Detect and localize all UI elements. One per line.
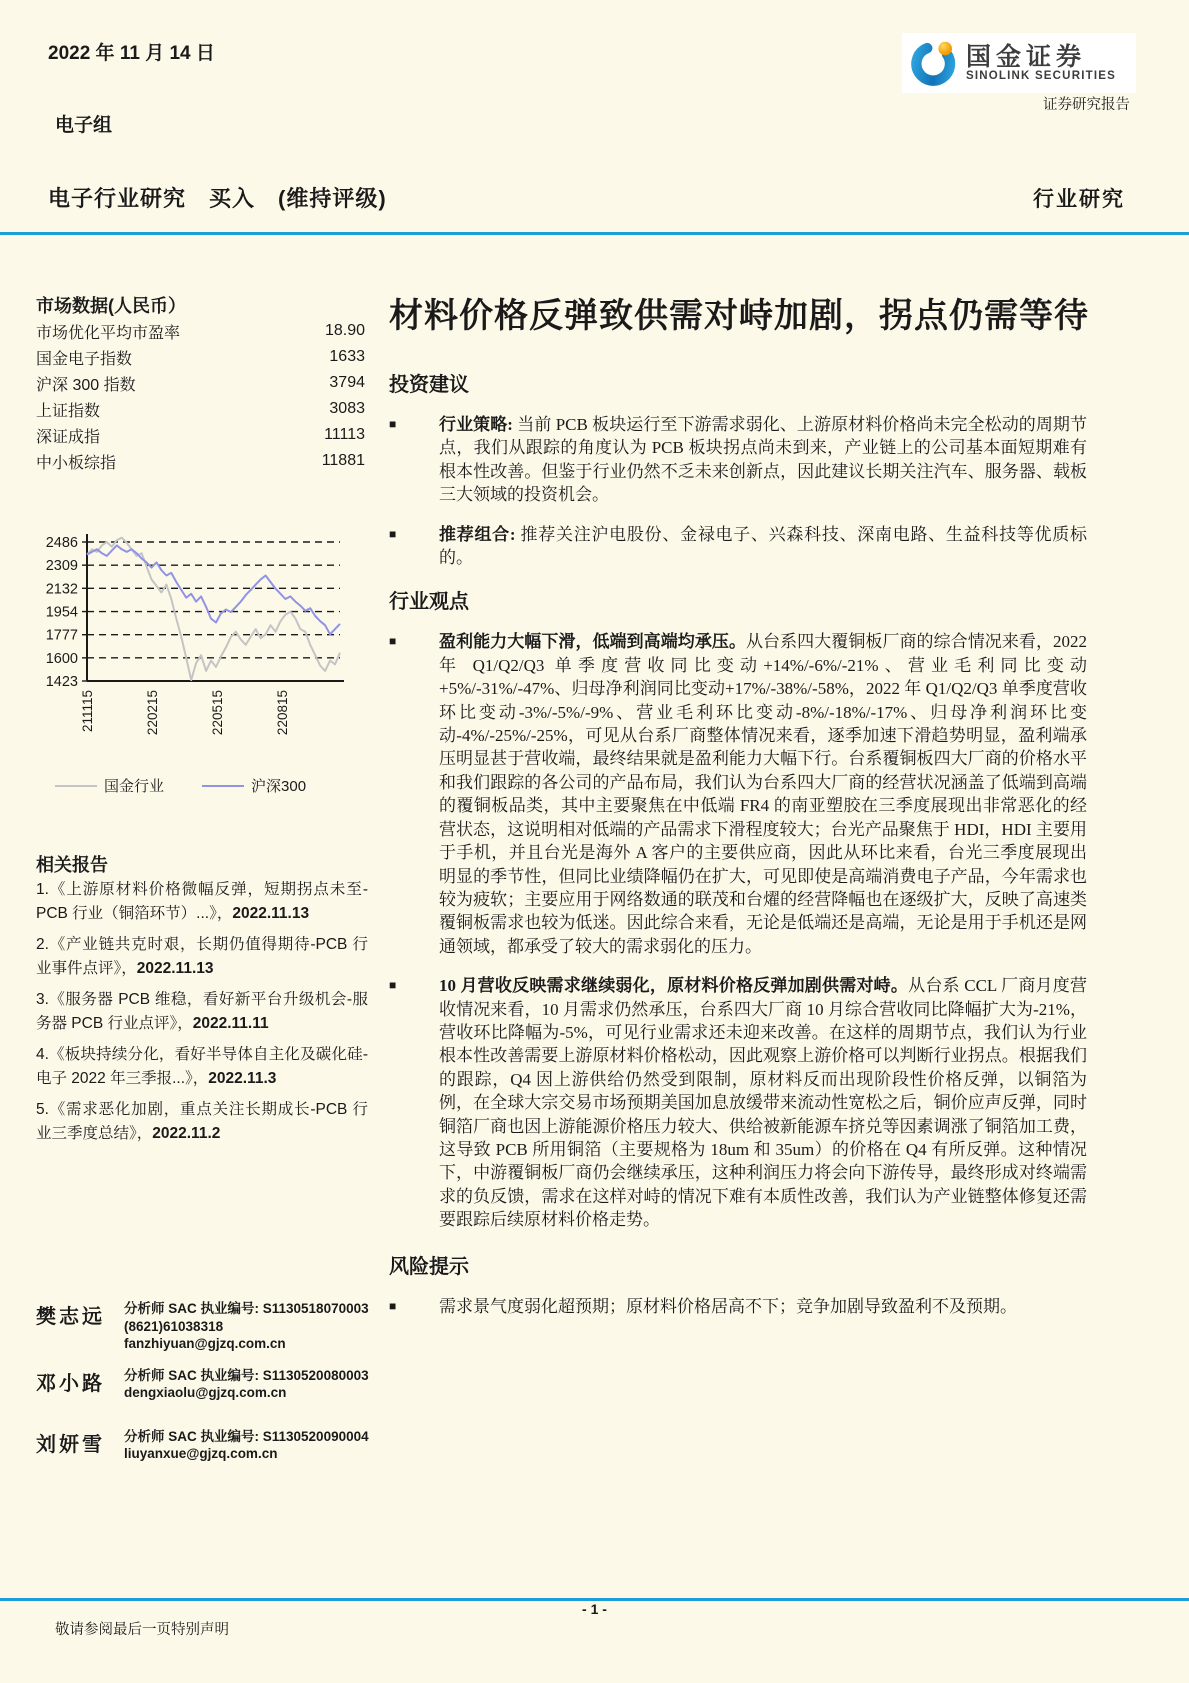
market-data-value: 3083	[329, 400, 365, 417]
market-data-row	[36, 370, 365, 396]
performance-chart-svg	[30, 520, 370, 755]
legend-label: 国金行业	[104, 778, 165, 795]
analyst-detail-line: dengxiaolu@gjzq.com.cn	[124, 1385, 287, 1400]
analyst-detail-line: 分析师 SAC 执业编号: S1130520090004	[124, 1428, 369, 1444]
performance-chart	[30, 520, 370, 755]
report-date: 2022 年 11 月 14 日	[48, 43, 215, 64]
page-title: 材料价格反弹致供需对峙加剧，拐点仍需等待	[389, 298, 1089, 335]
bullet-item	[389, 630, 1087, 958]
brand-name-cn: 国金证券	[966, 42, 1087, 71]
bullet-lead: 推荐组合:	[439, 524, 521, 544]
brand-logo	[902, 33, 1136, 93]
bullet-paragraph: 推荐组合: 推荐关注沪电股份、金禄电子、兴森科技、深南电路、生益科技等优质标的。	[439, 524, 1088, 568]
section-风险提示	[389, 1250, 1087, 1318]
x-tick-label: 220215	[145, 690, 160, 736]
section-投资建议	[389, 368, 1087, 569]
chart-legend	[55, 775, 355, 796]
report-title-line: 电子行业研究 买入 (维持评级)	[48, 186, 387, 211]
market-data-row	[36, 422, 365, 448]
series-line-沪深300	[87, 545, 340, 634]
bullet-item	[389, 1295, 1087, 1318]
sinolink-logo-icon	[910, 39, 958, 87]
legend-item	[55, 775, 164, 796]
analyst-detail-line: 分析师 SAC 执业编号: S1130518070003	[124, 1301, 369, 1316]
section-行业观点	[389, 585, 1087, 1231]
market-data-label: 国金电子指数	[36, 350, 133, 368]
x-tick-label: 220815	[275, 690, 290, 736]
bullet-item	[389, 413, 1087, 507]
market-data-label: 中小板综指	[36, 454, 117, 472]
bullet-square-icon: ■	[389, 417, 397, 431]
related-reports-heading: 相关报告	[36, 855, 108, 875]
related-report-item	[36, 988, 368, 1036]
header-divider	[0, 232, 1189, 235]
y-tick-label: 2309	[45, 558, 78, 575]
bullet-lead: 10 月营收反映需求继续弱化，原材料价格反弹加剧供需对峙。	[439, 976, 909, 996]
related-report-title: 3.《服务器 PCB 维稳，看好新平台升级机会-服务器 PCB 行业点评》，	[36, 991, 368, 1032]
analysts-block	[36, 1300, 381, 1477]
section-heading: 投资建议	[389, 374, 469, 396]
market-data-row	[36, 396, 365, 422]
analyst-details	[124, 1300, 369, 1353]
analyst-name: 樊志远	[36, 1306, 105, 1328]
market-data-value: 11881	[321, 452, 365, 469]
market-data-label: 市场优化平均市盈率	[36, 324, 181, 342]
bullet-paragraph: 行业策略: 当前 PCB 板块运行至下游需求弱化、上游原材料价格尚未完全松动的周期节点，我们从跟踪的角度认为 PCB 板块拐点尚未到来，产业链上的公司基本面短期难有根本性改善。但鉴于行业仍然不乏未来创新点，因此建议长期关注汽车、服务器、载板三大领域的投资机会。	[439, 415, 1087, 505]
related-report-title: 4.《板块持续分化，看好半导体自主化及碳化硅-电子 2022 年三季报...》，	[36, 1046, 368, 1087]
bullet-paragraph: 盈利能力大幅下滑，低端到高端均承压。从台系四大覆铜板厂商的综合情况来看，2022 年 Q1/Q2/Q3 单季度营收同比变动+14%/-6%/-21%、营业毛利同比变动+5%/-31%/-47%、归母净利润同比变动+17%/-38%/-58%，2022 年 Q1/Q2/Q3 单季度营收环比变动-3%/-5%/-9%、营业毛利环比变动-8%/-18%/-17%、归母净利润环比变动-4%/-25%/-25%，可见从台系厂商整体情况来看，逐季加速下滑趋势明显，盈利端承压明显甚于营收端，最终结果就是盈利能力大幅下行。台系覆铜板四大厂商的价格水平和我们跟踪的各公司的产品布局，我们认为台系四大厂商的经营状况涵盖了低端到高端的覆铜板品类，其中主要聚焦在中低端 FR4 的南亚塑胶在三季度展现出非常恶化的经营状态，这说明相对低端的产品需求下滑程度较大；台光产品聚焦于 HDI，HDI 主要用于手机，并且台光是海外 A 客户的主要供应商，因此从环比来看，台光三季度展现出明显的季节性，但同比业绩降幅仍在扩大，可见即使是高端消费电子产品，今年需求也较为疲软；主要应用于网络数通的联茂和台燿的经营降幅也在逐级扩大，反映了高速类覆铜板需求也较为低迷。因此综合来看，无论是低端还是高端，无论是用于手机还是网通领域，都承受了较大的需求弱化的压力。	[439, 632, 1087, 956]
related-report-item	[36, 1098, 368, 1146]
research-group: 电子组	[55, 115, 113, 136]
footer-disclaimer: 敬请参阅最后一页特别声明	[55, 1622, 229, 1638]
market-data-value: 18.90	[324, 322, 365, 339]
bullet-square-icon: ■	[389, 1298, 397, 1313]
industry-research-label: 行业研究	[1033, 187, 1125, 211]
bullet-item	[389, 974, 1087, 1231]
analyst-name: 邓小路	[36, 1372, 105, 1395]
y-tick-label: 1600	[45, 650, 78, 667]
related-report-date: 2022.11.13	[136, 960, 214, 977]
y-tick-label: 1777	[45, 627, 78, 644]
market-data-row	[36, 318, 365, 344]
related-report-date: 2022.11.3	[208, 1070, 277, 1087]
page-number: - 1 -	[582, 1601, 607, 1617]
related-report-item	[36, 933, 368, 981]
bullet-square-icon: ■	[389, 634, 397, 649]
related-report-date: 2022.11.13	[232, 905, 310, 922]
bullet-paragraph: 10 月营收反映需求继续弱化，原材料价格反弹加剧供需对峙。从台系 CCL 厂商月度营收情况来看，10 月需求仍然承压，台系四大厂商 10 月综合营收同比降幅扩大为-21%，营收环比降幅为-5%，可见行业需求还未迎来改善。在这样的周期节点，我们认为行业根本性改善需要上游原材料价格松动，因此观察上游价格可以判断行业拐点。根据我们的跟踪，Q4 因上游供给仍然受到限制，原材料反而出现阶段性价格反弹，以铜箔为例，在全球大宗交易市场预期美国加息放缓带来流动性宽松之后，铜价应声反弹，同时铜箔厂商也因上游能源价格压力较大、供给被新能源车挤兑等因素调涨了铜箔加工费，这导致 PCB 所用铜箔（主要规格为 18um 和 35um）的价格在 Q4 有所反弹。这种情况下，中游覆铜板厂商仍会继续承压，这种利润压力将会向下游传导，最终形成对终端需求的负反馈，需求在这样对峙的情况下难有本质性改善，我们认为产业链整体修复还需要跟踪后续原材料价格走势。	[439, 976, 1087, 1230]
market-data-heading: 市场数据(人民币）	[36, 296, 186, 316]
analyst-row	[36, 1300, 381, 1353]
market-data-label: 深证成指	[36, 428, 101, 446]
legend-line-swatch	[202, 785, 244, 787]
y-tick-label: 1423	[45, 674, 78, 690]
related-reports-list	[36, 878, 368, 1153]
y-tick-label: 1954	[45, 604, 78, 621]
x-tick-label: 211115	[80, 690, 95, 733]
analyst-row	[36, 1367, 381, 1402]
report-type-tag: 证券研究报告	[1043, 97, 1130, 113]
report-sections	[389, 368, 1087, 1334]
legend-label: 沪深300	[251, 778, 307, 795]
section-heading: 风险提示	[389, 1255, 469, 1278]
legend-item	[202, 775, 306, 796]
x-tick-label: 220515	[210, 690, 225, 736]
bullet-lead: 行业策略:	[439, 415, 518, 434]
related-report-title: 2.《产业链共克时艰，长期仍值得期待-PCB 行业事件点评》，	[36, 936, 368, 977]
bullet-square-icon: ■	[389, 978, 397, 993]
market-data-row	[36, 448, 365, 474]
brand-name-en: SINOLINK SECURITIES	[966, 70, 1116, 83]
analyst-detail-line: liuyanxue@gjzq.com.cn	[124, 1446, 278, 1461]
market-data-value: 1633	[329, 348, 365, 365]
legend-line-swatch	[55, 785, 97, 787]
market-data-row	[36, 344, 365, 370]
analyst-row	[36, 1428, 381, 1463]
y-tick-label: 2486	[45, 535, 78, 551]
bullet-square-icon: ■	[389, 526, 397, 541]
analyst-name: 刘妍雪	[36, 1433, 105, 1456]
y-tick-label: 2132	[45, 581, 78, 598]
market-data-label: 上证指数	[36, 402, 101, 420]
market-data-value: 3794	[329, 374, 365, 391]
market-data-label: 沪深 300 指数	[36, 376, 136, 394]
market-data-rows	[36, 318, 365, 474]
related-report-item	[36, 878, 368, 926]
bullet-item	[389, 523, 1087, 570]
market-data-value: 11113	[324, 426, 365, 443]
analyst-detail-line: fanzhiyuan@gjzq.com.cn	[124, 1336, 286, 1351]
related-report-title: 1.《上游原材料价格微幅反弹，短期拐点未至-PCB 行业（铜箔环节）...》，	[36, 881, 368, 922]
related-report-title: 5.《需求恶化加剧，重点关注长期成长-PCB 行业三季度总结》，	[36, 1101, 368, 1142]
related-report-date: 2022.11.11	[192, 1015, 269, 1032]
analyst-details	[124, 1367, 369, 1402]
bullet-paragraph: 需求景气度弱化超预期；原材料价格居高不下；竞争加剧导致盈利不及预期。	[439, 1296, 1017, 1316]
bullet-lead: 盈利能力大幅下滑，低端到高端均承压。	[439, 632, 746, 652]
related-report-date: 2022.11.2	[152, 1125, 221, 1142]
related-report-item	[36, 1043, 368, 1091]
analyst-detail-line: (8621)61038318	[124, 1318, 224, 1334]
analyst-details	[124, 1428, 369, 1463]
analyst-detail-line: 分析师 SAC 执业编号: S1130520080003	[124, 1367, 369, 1383]
brand-texts	[966, 44, 1116, 82]
section-heading: 行业观点	[389, 591, 469, 614]
